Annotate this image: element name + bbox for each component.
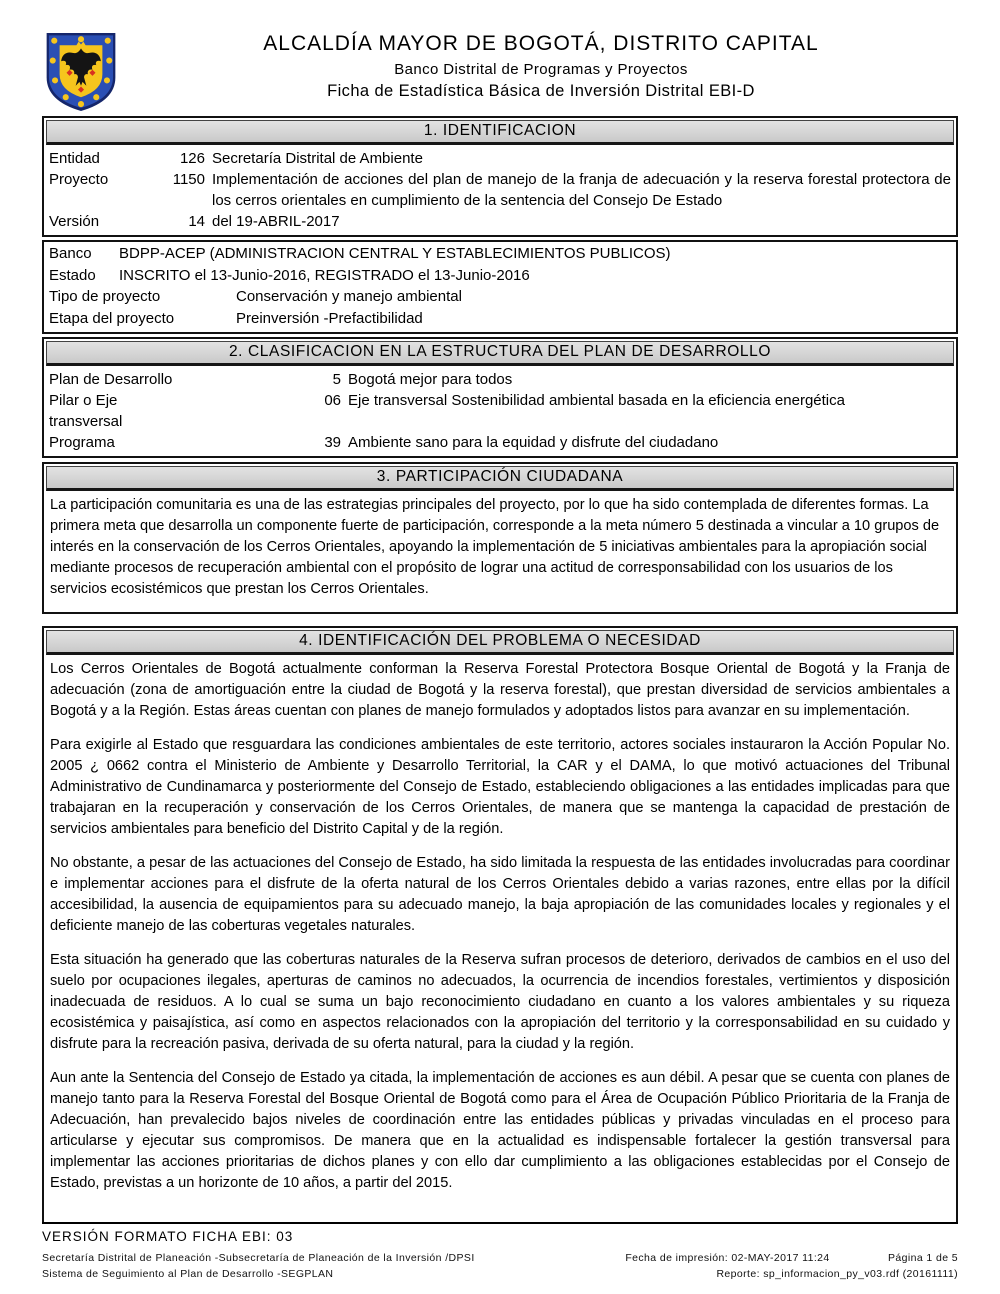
footer-row-2 — [42, 1266, 958, 1282]
version-value: del 19-ABRIL-2017 — [212, 213, 340, 230]
row-entidad — [49, 148, 951, 169]
section2-header: 2. CLASIFICACION EN LA ESTRUCTURA DEL PLAN DE DESARROLLO — [46, 341, 954, 366]
section4-header: 4. IDENTIFICACIÓN DEL PROBLEMA O NECESIDAD — [46, 630, 954, 655]
footer-right-line1 — [625, 1250, 958, 1266]
banco-label: Banco — [49, 245, 92, 262]
problema-text — [44, 657, 956, 1206]
tipo-proyecto-value: Conservación y manejo ambiental — [236, 288, 462, 305]
tipo-proyecto-label: Tipo de proyecto — [49, 288, 161, 305]
row-estado — [49, 265, 951, 287]
problema-paragraph-3: No obstante, a pesar de las actuaciones del Consejo de Estado, ha sido limitada la respuesta de las entidades involucradas para coordinar e implementar acciones para el disfrute de la oferta natural de los Cerros Orientales debido a varias razones, entre ellas por la difícil accesibilidad, la ausencia de equipamientos para su adecuado manejo, la baja apropiación de las comunidades locales y regionales y el deficiente manejo de las coberturas vegetales naturales. — [50, 855, 950, 934]
plan-desarrollo-label: Plan de Desarrollo — [49, 371, 173, 388]
pilar-eje-code: 06 — [324, 392, 341, 409]
footer-left-line1: Secretaría Distrital de Planeación -Subsecretaría de Planeación de la Inversión /DPSI — [42, 1252, 475, 1264]
problema-paragraph-2: Para exigirle al Estado que resguardara las condiciones ambientales de este territorio, actores sociales instauraron la Acción Popular No. 2005 ¿ 0662 contra el Ministerio de Ambiente y Desarrollo Territorial, la CAR y el DAMA, lo que motivó actuaciones del Tribunal Administrativo de Cundinamarca y posteriormente del Consejo de Estado, estableciendo obligaciones a las entidades implicadas para que trabajaran en la recuperación y conservación de los Cerros Orientales, de manera que se mantenga la capacidad de prestación de servicios ambientales para beneficio del Distrito Capital y de la región. — [50, 737, 950, 837]
version-label: Versión — [49, 213, 100, 230]
programa-value: Ambiente sano para la equidad y disfrute del ciudadano — [348, 434, 719, 451]
row-plan-desarrollo — [49, 369, 951, 390]
title-block — [124, 30, 958, 101]
proyecto-value: Implementación de acciones del plan de manejo de la franja de adecuación y la reserva forestal protectora de los cerros orientales en cumplimiento de la sentencia del Consejo De Estado — [212, 171, 951, 209]
problema-paragraph-5: Aun ante la Sentencia del Consejo de Estado ya citada, la implementación de acciones es aun débil. A pesar que se cuenta con planes de manejo tanto para la Reserva Forestal del Bosque Oriental de Bogotá como para el Área de Ocupación Público Prioritaria de la Franja de Adecuación, han prevalecido bajos niveles de coordinación entre las entidades públicas y privadas vinculadas en el proceso para articularse y ejecutar sus compromisos. De manera que en la actualidad es indispensable fortalecer la gestión transversal para implementar las acciones prioritarias de dichos planes y con ello dar cumplimiento a las obligaciones establecidas por el Consejo de Estado, previstas a un horizonte de 10 años, a partir del 2015. — [50, 1070, 950, 1191]
proyecto-code: 1150 — [172, 171, 205, 188]
participacion-text — [44, 493, 956, 612]
row-proyecto — [49, 169, 951, 211]
bogota-coat-of-arms-logo — [38, 30, 124, 114]
pilar-eje-value: Eje transversal Sostenibilidad ambiental basada en la eficiencia energética — [348, 392, 845, 409]
document-footer — [0, 1222, 1000, 1282]
footer-print-date: Fecha de impresión: 02-MAY-2017 11:24 — [625, 1252, 830, 1264]
section-clasificacion — [42, 337, 958, 458]
pilar-eje-label: Pilar o Eje transversal — [49, 392, 123, 430]
section-problema — [42, 626, 958, 1250]
programa-label: Programa — [49, 434, 115, 451]
row-programa — [49, 432, 951, 453]
banco-value: BDPP-ACEP (ADMINISTRACION CENTRAL Y ESTABLECIMIENTOS PUBLICOS) — [119, 245, 671, 262]
version-number: 14 — [188, 213, 205, 230]
footer-divider — [42, 1222, 958, 1224]
footer-left-line2: Sistema de Seguimiento al Plan de Desarrollo -SEGPLAN — [42, 1268, 334, 1280]
programa-code: 39 — [324, 434, 341, 451]
entidad-code: 126 — [179, 150, 205, 167]
problema-paragraph-1: Los Cerros Orientales de Bogotá actualmente conforman la Reserva Forestal Protectora Bosque Oriental de Bogotá y la Franja de adecuación (zona de amortiguación entre la ciudad de Bogotá y la reserva forestal), que prestan diversidad de servicios ambientales a Bogotá y a la Región. Estas áreas cuentan con planes de manejo formulados y adoptados listos para avanzar en su implementación. — [50, 661, 950, 719]
footer-report-name: Reporte: sp_informacion_py_v03.rdf (20161111) — [716, 1268, 958, 1280]
entidad-value: Secretaría Distrital de Ambiente — [212, 150, 423, 167]
document-header — [0, 0, 1000, 116]
footer-version: VERSIÓN FORMATO FICHA EBI: 03 — [42, 1229, 294, 1244]
participacion-paragraph: La participación comunitaria es una de las estrategias principales del proyecto, por lo que ha sido contemplada de diferentes formas. La primera meta que desarrolla un componente fuerte de participación, corresponde a la meta número 5 destinada a vincular a 10 grupos de interés en la conservación de los Cerros Orientales, apoyando la implementación de 5 iniciativas ambientales para la apropiación social mediante procesos de recuperación ambiental con el propósito de lograr una actitud de corresponsabilidad con los usuarios de los servicios ecosistémicos que prestan los Cerros Orientales. — [50, 497, 940, 597]
page-title: ALCALDÍA MAYOR DE BOGOTÁ, DISTRITO CAPITAL — [263, 32, 819, 55]
footer-row-1 — [42, 1250, 958, 1266]
page-subtitle-1: Banco Distrital de Programas y Proyectos — [394, 61, 688, 78]
footer-page-number: Página 1 de 5 — [887, 1252, 958, 1264]
row-etapa-proyecto — [49, 308, 951, 330]
row-tipo-proyecto — [49, 286, 951, 308]
proyecto-label: Proyecto — [49, 171, 109, 188]
etapa-proyecto-value: Preinversión -Prefactibilidad — [236, 309, 423, 327]
estado-value: INSCRITO el 13-Junio-2016, REGISTRADO el 13-Junio-2016 — [119, 266, 530, 284]
estado-label: Estado — [49, 266, 96, 284]
plan-desarrollo-code: 5 — [332, 371, 341, 388]
section-participacion — [42, 462, 958, 614]
entidad-label: Entidad — [49, 150, 100, 167]
row-version — [49, 211, 951, 232]
row-pilar-eje — [49, 390, 951, 432]
bogota-shield-icon — [38, 30, 124, 114]
plan-desarrollo-value: Bogotá mejor para todos — [348, 371, 513, 388]
problema-paragraph-4: Esta situación ha generado que las coberturas naturales de la Reserva sufran procesos de deterioro, derivados de cambios en el uso del suelo por ocupaciones ilegales, aperturas de caminos no adecuados, la ocurrencia de incendios forestales, vertimientos y disposición inadecuada de residuos. A lo cual se suma un bajo reconocimiento ciudadano en cuanto a los valores ambientales y su riqueza ecosistémica y paisajística, así como en aspectos relacionados con la apropiación del territorio y la corresponsabilidad en su cuidado y disfrute para la recreación pasiva, derivada de su oferta natural, para la ciudad y la región. — [50, 952, 950, 1052]
row-banco — [49, 243, 951, 265]
etapa-proyecto-label: Etapa del proyecto — [49, 309, 175, 327]
section1-header: 1. IDENTIFICACION — [46, 120, 954, 145]
section-registro — [42, 240, 958, 334]
section-identificacion — [42, 116, 958, 237]
section3-header: 3. PARTICIPACIÓN CIUDADANA — [46, 466, 954, 491]
page-subtitle-2: Ficha de Estadística Básica de Inversión Distrital EBI-D — [327, 82, 755, 100]
